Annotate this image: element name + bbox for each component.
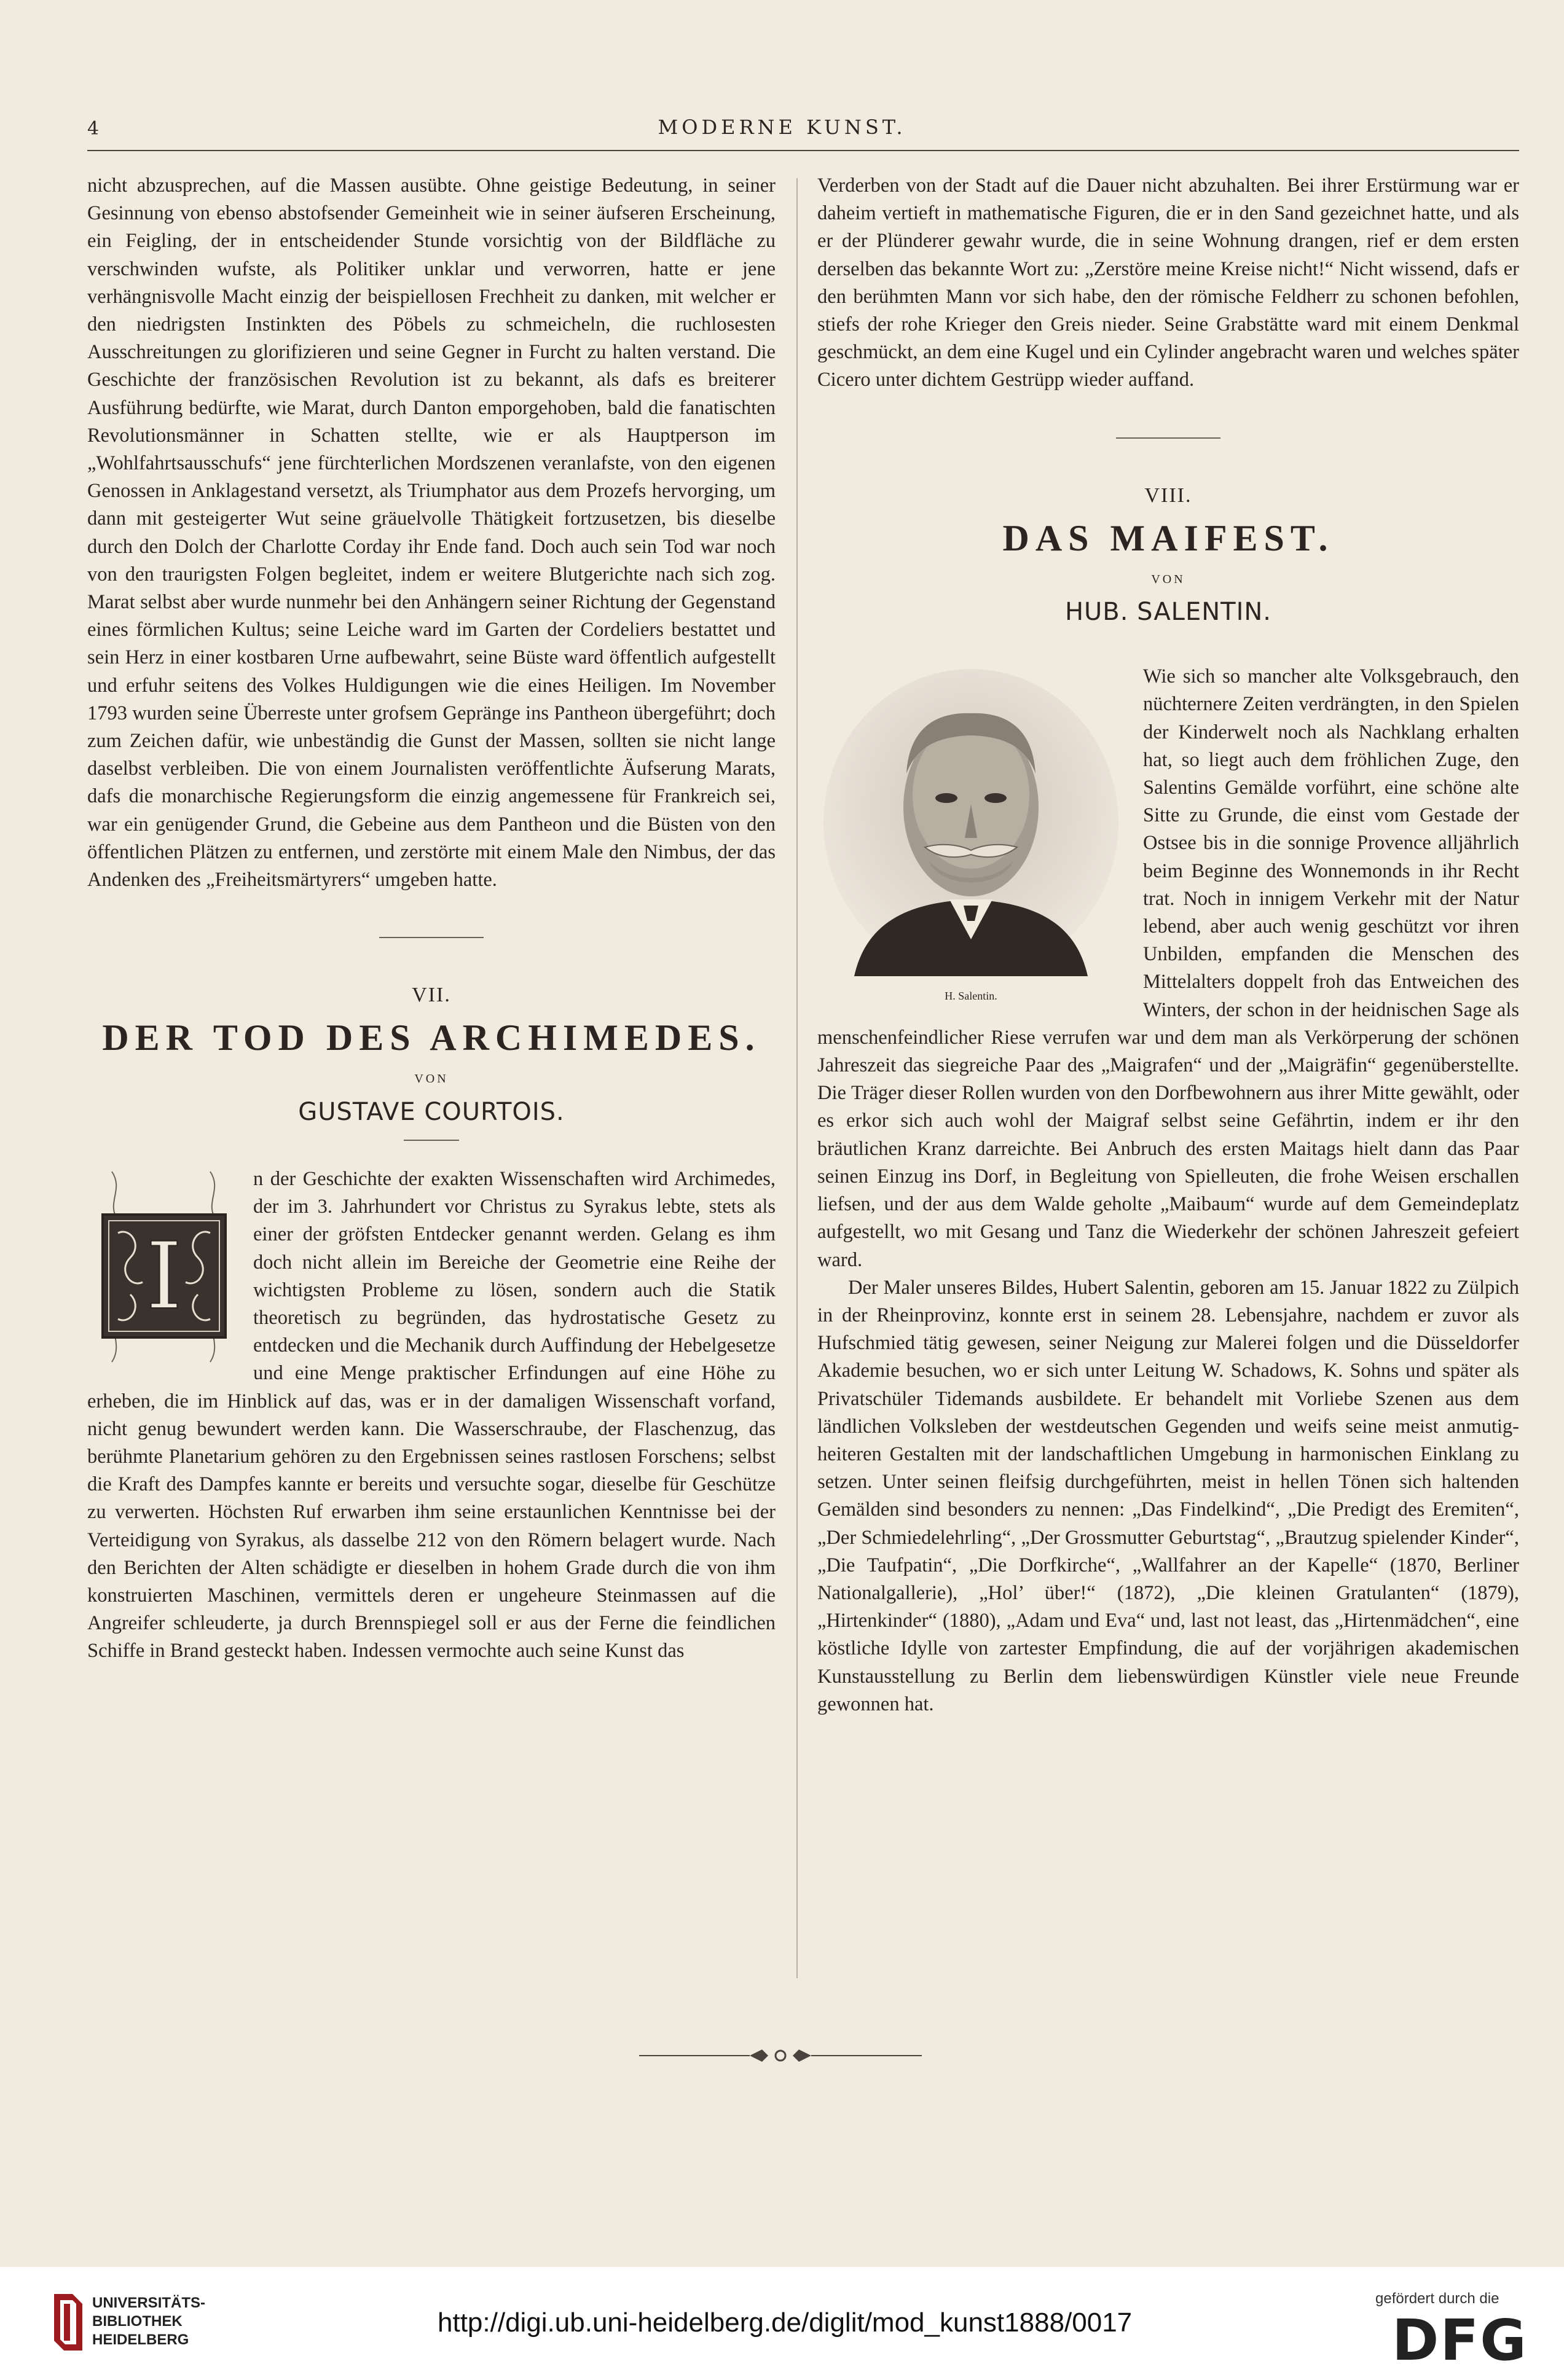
running-title: MODERNE KUNST. xyxy=(658,115,906,139)
university-library-logo-icon xyxy=(52,2292,85,2353)
header-rule xyxy=(87,150,1519,151)
section-von: VON xyxy=(414,1072,449,1086)
funded-by-text: gefördert durch die xyxy=(1375,2290,1499,2307)
section-von: VON xyxy=(1151,572,1185,586)
ornamental-initial-icon xyxy=(87,1165,241,1368)
dfg-logo: DFG xyxy=(1392,2308,1528,2373)
section-author-salentin: HUB. SALENTIN. xyxy=(1064,598,1272,627)
right-paragraph-3: Der Maler unseres Bildes, Hubert Salentin, geboren am 15. Januar 1822 zu Zülpich in der Rheinprovinz, konnte erst in seinem 28. Lebensjahre, nachdem er zuvor als Hufschmied tätig gewesen, seiner Neigung zur Malerei folgen und die Düsseldorfer Akademie besuchen, wo er sich unter Leitung W. Schadows, K. Sohns und später als Privatschüler Tidemands ausbildete. Er behandelt mit Vorliebe Szenen aus dem ländlichen Volksleben der westdeutschen Gegenden und weifs seine meist anmutig-heiteren Gestalten mit der landschaftlichen Umgebung in harmonischen Einklang zu setzen. Unter seinen fleifsig durchgeführten, meist in hellen Tönen sich haltenden Gemälden sind besonders zu nennen: „Das Findelkind“, „Die Predigt des Eremiten“, „Der Schmiedelehrling“, „Der Grossmutter Geburtstag“, „Brautzug spielender Kinder“, „Die Taufpatin“, „Die Dorfkirche“, „Wallfahrer an der Kapelle“ (1870, Berliner Nationalgallerie), „Hol’ über!“ (1872), „Die kleinen Gratulanten“ (1879), „Hirtenkinder“ (1880), „Adam und Eva“ und, last not least, das „Hirtenmädchen“, eine köstliche Idylle von zartester Empfindung, die auf der vorjährigen akademischen Kunstausstellung zu Berlin dem liebenswürdigen Künstler viele neue Freunde gewonnen hat. xyxy=(817,1276,1519,1715)
library-name-line-1: UNIVERSITÄTS- xyxy=(92,2295,206,2311)
page-number: 4 xyxy=(87,118,100,139)
permalink-url[interactable]: http://digi.ub.uni-heidelberg.de/diglit/mod_kunst1888/0017 xyxy=(438,2308,1133,2338)
right-column xyxy=(817,172,1519,1718)
digitization-footer xyxy=(0,2267,1564,2380)
portrait xyxy=(817,663,1125,1019)
section-separator-rule xyxy=(379,937,484,938)
right-paragraph-2: Wie sich so mancher alte Volksgebrauch, den nüchternere Zeiten verdrängten, in den Spielen der Kinderwelt noch als Nachklang erhalten hat, so liegt auch dem fröhlichen Zuge, den Salentins Gemälde vorführt, eine schöne alte Sitte zu Grunde, die einst vom Gestade der Ostsee bis in die sonnige Provence alljährlich beim Beginne des Wonnemonds in ihr Recht trat. Noch in innigem Verkehr mit der Natur lebend, aber auch wenig geschützt vor ihren Unbilden, empfanden die Menschen des Mittelalters doppelt froh das Entweichen des Winters, der schon in der heidnischen Sage als menschenfeindlicher Riese verrufen war und dem man als Verkörperung der schönen Jahreszeit das siegreiche Paar des „Maigrafen“ und der „Maigräfin“ gegenüberstellte. Die Träger dieser Rollen wurden von den Dorfbewohnern aus ihrer Mitte gewählt, oder es erkor sich auch wohl der Maigraf selbst seine Gefährtin, indem er ihr den bräutlichen Kranz darreichte. Bei Anbruch des ersten Maitags hielt dann das Paar seinen Einzug ins Dorf, in Begleitung von Spielleuten, die frohe Weisen erschallen liefsen, und der aus dem Walde geholte „Maibaum“ wurde auf dem Gemeindeplatz aufgestellt, wo mit Gesang und Tanz die Wiederkehr der schönen Jahreszeit gefeiert ward. xyxy=(817,665,1519,1271)
section-separator-rule xyxy=(1116,437,1220,439)
author-rule xyxy=(404,1140,459,1141)
section-title-archimedes: DER TOD DES ARCHIMEDES. xyxy=(102,1017,761,1059)
left-paragraph-1: nicht abzusprechen, auf die Massen ausübte. Ohne geistige Bedeutung, in seiner Gesinnung von ebenso abstofsender Gemeinheit wie in seiner äufseren Erscheinung, ein Feigling, der in entscheidender Stunde vorsichtig von der Bildfläche zu verschwinden wufste, als Politiker unklar und verworren, hatte er jene verhängnisvolle Macht einzig der beispiellosen Frechheit zu danken, mit welcher er den niedrigsten Instinkten des Pöbels zu schmeicheln, die ruchlosesten Ausschreitungen zu glorifizieren und seine Gegner in Furcht zu halten verstand. Die Geschichte der französischen Revolution ist zu bekannt, als dafs es breiterer Ausführung bedürfte, wie Marat, durch Danton emporgehoben, bald die fanatischten Revolutionsmänner in Schatten stellte, wie er als Hauptperson im „Wohlfahrtsausschufs“ jene fürchterlichen Mordszenen veranlafste, von den eigenen Genossen in Anklagestand versetzt, als Triumphator aus dem Prozefs hervorging, um dann mit gesteigerter Wut seine gräuelvolle Thätigkeit fortzusetzen, bis dieselbe durch den Dolch der Charlotte Corday ihr Ende fand. Doch auch sein Tod war noch von den traurigsten Folgen begleitet, indem er weitere Blutgerichte nach sich zog. Marat selbst aber wurde nunmehr bei den Anhängern seiner Richtung der Gegenstand eines förmlichen Kultus; seine Leiche ward im Garten der Cordeliers bestattet und sein Herz in einer kostbaren Urne aufbewahrt, seine Büste ward öffentlich aufgestellt und erfuhr seitens des Volkes Huldigungen wie die eines Heiligen. Im November 1793 wurden seine Überreste unter grofsem Gepränge ins Pantheon übergeführt; doch zum Zeichen dafür, wie unbeständig die Gunst der Massen, sollten sie nicht lange daselbst verbleiben. Die von einem Journalisten veröffentlichte Äufserung Marats, dafs die monarchische Regierungsform die einzig angemessene für Frankreich sei, war ein genügender Grund, die Gebeine aus dem Pantheon und die Büsten von den öffentlichen Plätzen zu entfernen, und zerstörte mit einem Male den Nimbus, der das Andenken des „Freiheitsmärtyrers“ umgeben hatte. xyxy=(87,174,776,891)
right-paragraph-1: Verderben von der Stadt auf die Dauer nicht abzuhalten. Bei ihrer Erstürmung war er daheim vertieft in mathematische Figuren, die er in den Sand gezeichnet hatte, und als er der Plünderer gewahr wurde, die in seine Wohnung drangen, rief er dem ersten derselben das bekannte Wort zu: „Zerstöre meine Kreise nicht!“ Nicht wissend, dafs er den berühmten Mann vor sich habe, den der römische Feldherr zu schonen befohlen, stiefs der rohe Krieger den Greis nieder. Seine Grabstätte ward mit einem Denkmal geschmückt, an dem eine Kugel und ein Cylinder angebracht waren und welches später Cicero unter dichtem Gestrüpp wieder auffand. xyxy=(817,174,1519,391)
left-column xyxy=(87,172,776,1666)
portrait-caption: H. Salentin. xyxy=(945,990,997,1003)
portrait-engraving-icon xyxy=(817,663,1125,976)
library-name-line-3: HEIDELBERG xyxy=(92,2331,189,2348)
section-title-maifest: DAS MAIFEST. xyxy=(1002,517,1334,558)
section-number-vii: VII. xyxy=(412,984,451,1007)
left-paragraph-2: n der Geschichte der exakten Wissenschaften wird Archimedes, der im 3. Jahrhundert vor Christus zu Syrakus lebte, stets als einer der gröfsten Entdecker genannt werden. Gelang es ihm doch nicht allein im Bereiche der Geometrie eine Reihe der wichtigsten Probleme zu lösen, sondern auch die Statik theoretisch zu begründen, das hydrostatische Gesetz zu entdecken und die Mechanik durch Auffindung der Hebelgesetze und eine Menge praktischer Erfindungen auf eine Höhe zu erheben, die im Hinblick auf das, was er in der damaligen Wissenschaft vorfand, nicht genug bewundert werden kann. Die Wasserschraube, der Flaschenzug, das berühmte Planetarium gehören zu den Ergebnissen seines rastlosen Forschens; selbst die Kraft des Dampfes kannte er bereits und versuchte sogar, dieselbe für Geschütze zu verwerten. Höchsten Ruf erwarben ihm seine erstaunlichen Kenntnisse bei der Verteidigung von Syrakus, als dasselbe 212 von den Römern belagert wurde. Nach den Berichten der Alten schädigte er dieselben in hohem Grade durch die von ihm konstruierten Maschinen, vermittels deren er ungeheure Steinmassen auf die Angreifer schleuderte, ja durch Brennspiegel soll er aus der Ferne die feindlichen Schiffe in Brand gesteckt haben. Indessen vermochte auch seine Kunst das xyxy=(87,1167,776,1662)
section-number-viii: VIII. xyxy=(1144,483,1192,507)
initial-letter: I xyxy=(146,1223,183,1330)
section-author-courtois: GUSTAVE COURTOIS. xyxy=(298,1097,565,1126)
column-divider xyxy=(796,178,798,1978)
end-ornament-icon xyxy=(639,2043,922,2068)
library-name xyxy=(92,2294,205,2349)
library-name-line-2: BIBLIOTHEK xyxy=(92,2313,183,2330)
decorated-initial xyxy=(87,1165,241,1368)
